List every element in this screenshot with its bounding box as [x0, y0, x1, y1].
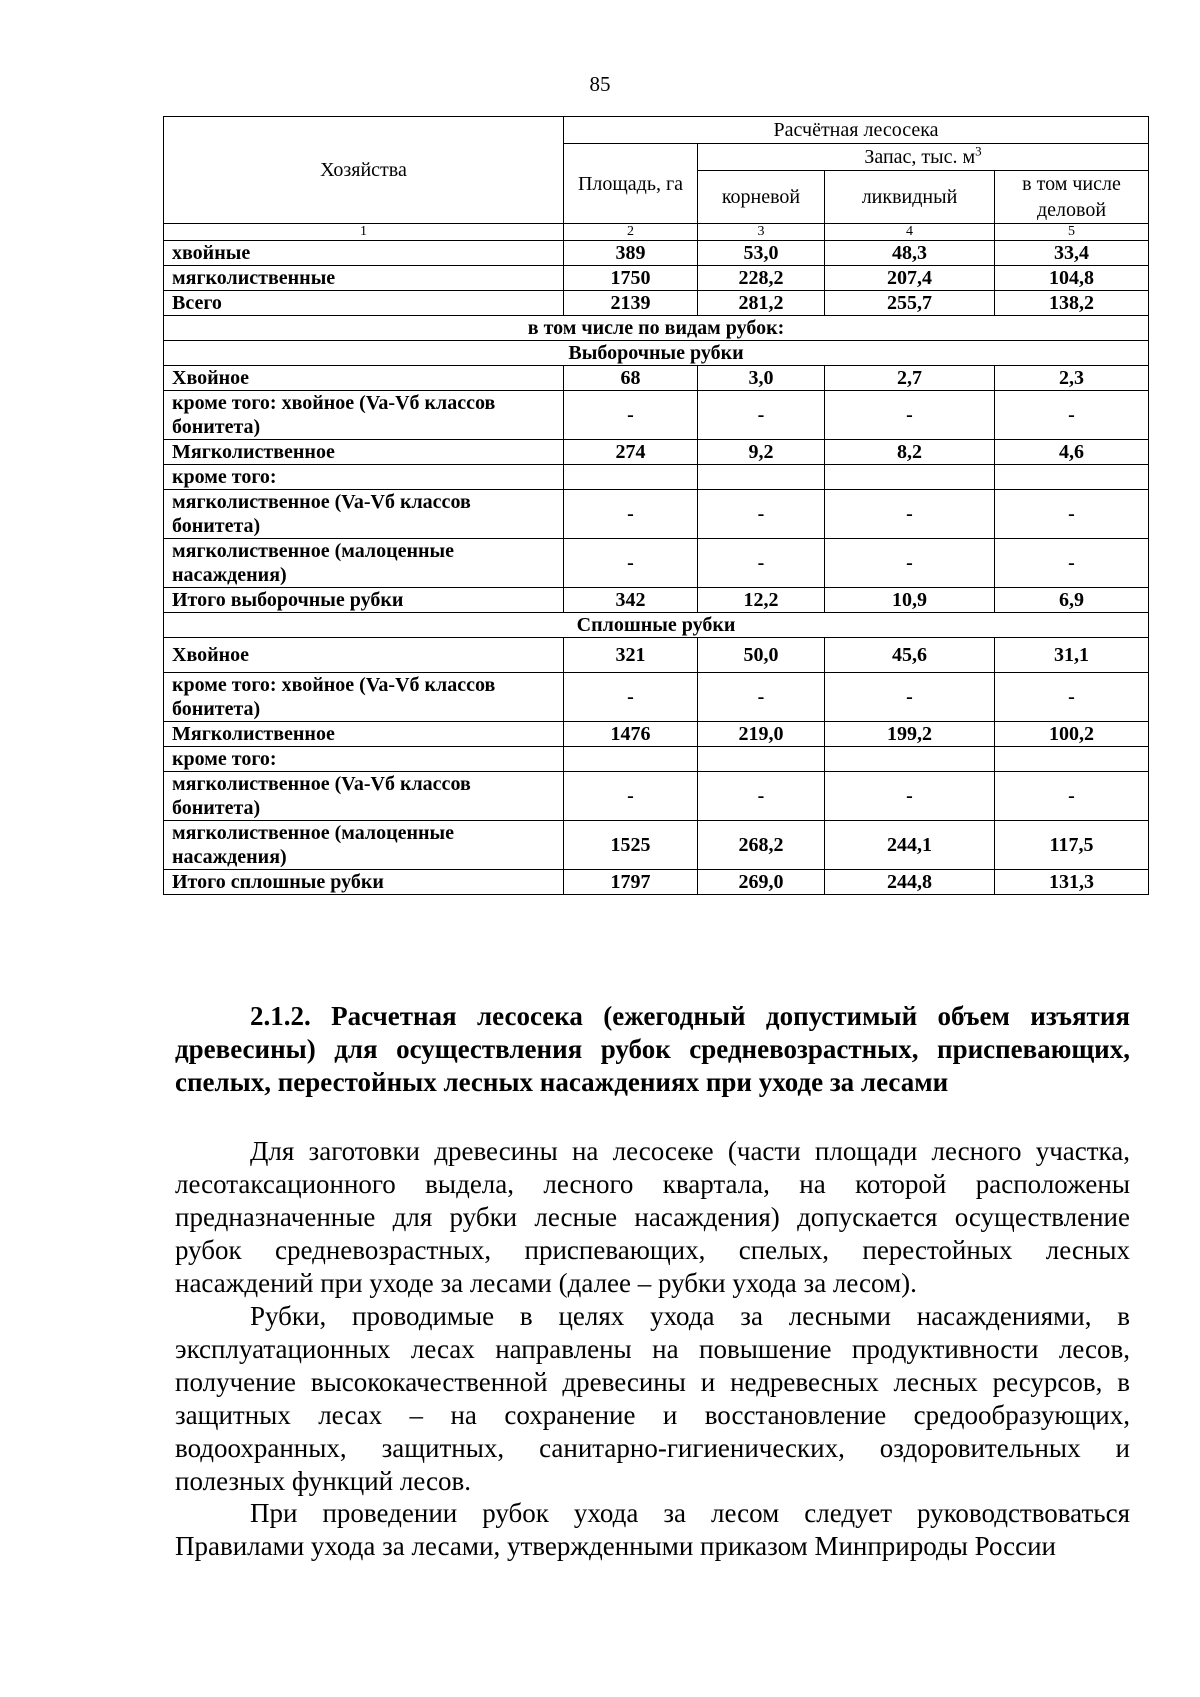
section-title: Сплошные рубки	[164, 613, 1149, 638]
row-label: Всего	[164, 291, 564, 316]
row-label: Итого выборочные рубки	[164, 588, 564, 613]
value-cell: 45,6	[825, 638, 995, 673]
row-label: Мягколиственное	[164, 722, 564, 747]
value-cell: -	[825, 391, 995, 440]
value-cell: 207,4	[825, 266, 995, 291]
value-cell	[698, 747, 825, 772]
value-cell: 269,0	[698, 870, 825, 895]
value-cell: 255,7	[825, 291, 995, 316]
value-cell: 3,0	[698, 366, 825, 391]
table-row	[164, 391, 1149, 440]
value-cell: 12,2	[698, 588, 825, 613]
page-number: 85	[589, 72, 611, 96]
value-cell: -	[825, 539, 995, 588]
section-row	[164, 341, 1149, 366]
value-cell: -	[564, 391, 698, 440]
value-cell: 6,9	[995, 588, 1149, 613]
header-stock	[698, 144, 1149, 171]
section-row	[164, 316, 1149, 341]
value-cell	[825, 465, 995, 490]
header-stock-sup: 3	[975, 143, 982, 159]
row-label: кроме того: хвойное (Va-Vб классов бонитета)	[164, 673, 564, 722]
value-cell: 68	[564, 366, 698, 391]
paragraph-3: При проведении рубок ухода за лесом следует руководствоваться Правилами ухода за лесами, утвержденными приказом Минприроды России	[175, 1498, 1130, 1561]
value-cell	[995, 465, 1149, 490]
value-cell: -	[564, 490, 698, 539]
index-cell: 4	[825, 224, 995, 241]
value-cell: -	[698, 490, 825, 539]
value-cell: 244,1	[825, 821, 995, 870]
value-cell: 50,0	[698, 638, 825, 673]
value-cell: -	[698, 772, 825, 821]
row-label: мягколиственное (малоценные насаждения)	[164, 539, 564, 588]
value-cell: 389	[564, 241, 698, 266]
value-cell: 281,2	[698, 291, 825, 316]
table-row	[164, 539, 1149, 588]
table-row	[164, 241, 1149, 266]
value-cell: 33,4	[995, 241, 1149, 266]
value-cell: -	[564, 673, 698, 722]
value-cell: 228,2	[698, 266, 825, 291]
value-cell: -	[564, 772, 698, 821]
value-cell: -	[995, 673, 1149, 722]
value-cell: 2139	[564, 291, 698, 316]
value-cell: 1797	[564, 870, 698, 895]
table-row	[164, 821, 1149, 870]
value-cell: 100,2	[995, 722, 1149, 747]
value-cell: 199,2	[825, 722, 995, 747]
value-cell: 10,9	[825, 588, 995, 613]
section-heading-text: 2.1.2. Расчетная лесосека (ежегодный допустимый объем изъятия древесины) для осуществления рубок средневозрастных, приспевающих, спелых, перестойных лесных насаждениях при уходе за лесами	[175, 1001, 1130, 1097]
paragraph-2: Рубки, проводимые в целях ухода за лесными насаждениями, в эксплуатационных лесах направлены на повышение продуктивности лесов, получение высококачественной древесины и недревесных лесных ресурсов, в защитных лесах – на сохранение и восстановление средообразующих, водоохранных, защитных, санитарно-гигиенических, оздоровительных и полезных функций лесов.	[175, 1301, 1130, 1496]
paragraph-1: Для заготовки древесины на лесосеке (части площади лесного участка, лесотаксационного выдела, лесного квартала, на которой расположены предназначенные для рубки лесные насаждения) допускается осуществление рубок средневозрастных, приспевающих, спелых, перестойных лесных насаждений при уходе за лесами (далее – рубки ухода за лесом).	[175, 1136, 1130, 1298]
table-row	[164, 266, 1149, 291]
value-cell: -	[698, 539, 825, 588]
value-cell: 1476	[564, 722, 698, 747]
value-cell	[995, 747, 1149, 772]
value-cell	[698, 465, 825, 490]
row-label: хвойные	[164, 241, 564, 266]
value-cell	[564, 465, 698, 490]
value-cell: -	[825, 772, 995, 821]
value-cell: -	[995, 391, 1149, 440]
row-label: Хвойное	[164, 366, 564, 391]
row-label: кроме того:	[164, 747, 564, 772]
value-cell: -	[825, 673, 995, 722]
value-cell: 2,3	[995, 366, 1149, 391]
value-cell: 9,2	[698, 440, 825, 465]
value-cell: -	[995, 539, 1149, 588]
value-cell: 2,7	[825, 366, 995, 391]
row-label: мягколиственное (малоценные насаждения)	[164, 821, 564, 870]
table-row	[164, 747, 1149, 772]
table-row	[164, 490, 1149, 539]
table-row	[164, 870, 1149, 895]
value-cell: 31,1	[995, 638, 1149, 673]
table-row	[164, 673, 1149, 722]
row-label: кроме того:	[164, 465, 564, 490]
header-area: Площадь, га	[564, 144, 698, 224]
row-label: Мягколиственное	[164, 440, 564, 465]
section-heading	[175, 1000, 1130, 1099]
row-label: кроме того: хвойное (Va-Vб классов бонитета)	[164, 391, 564, 440]
header-business: в том числе деловой	[995, 171, 1149, 224]
value-cell: 219,0	[698, 722, 825, 747]
table-row	[164, 440, 1149, 465]
value-cell: -	[995, 490, 1149, 539]
value-cell: 138,2	[995, 291, 1149, 316]
value-cell: 244,8	[825, 870, 995, 895]
value-cell: 268,2	[698, 821, 825, 870]
value-cell: 342	[564, 588, 698, 613]
row-label: мягколиственные	[164, 266, 564, 291]
index-cell: 5	[995, 224, 1149, 241]
row-label: мягколиственное (Va-Vб классов бонитета)	[164, 772, 564, 821]
index-row	[164, 224, 1149, 241]
value-cell: -	[698, 391, 825, 440]
value-cell: 274	[564, 440, 698, 465]
value-cell: 48,3	[825, 241, 995, 266]
row-label: мягколиственное (Va-Vб классов бонитета)	[164, 490, 564, 539]
allowable-cut-table	[163, 116, 1149, 895]
value-cell: -	[698, 673, 825, 722]
value-cell	[825, 747, 995, 772]
value-cell: -	[995, 772, 1149, 821]
header-liquid: ликвидный	[825, 171, 995, 224]
table-row	[164, 588, 1149, 613]
value-cell: 1750	[564, 266, 698, 291]
header-group: Расчётная лесосека	[564, 117, 1149, 144]
table-row	[164, 366, 1149, 391]
section-row	[164, 613, 1149, 638]
value-cell: 1525	[564, 821, 698, 870]
value-cell: -	[825, 490, 995, 539]
value-cell: -	[564, 539, 698, 588]
table-row	[164, 772, 1149, 821]
table-row	[164, 465, 1149, 490]
row-label: Итого сплошные рубки	[164, 870, 564, 895]
value-cell: 321	[564, 638, 698, 673]
header-row-1	[164, 117, 1149, 144]
index-cell: 2	[564, 224, 698, 241]
value-cell: 117,5	[995, 821, 1149, 870]
table-row	[164, 638, 1149, 673]
value-cell	[564, 747, 698, 772]
section-title: Выборочные рубки	[164, 341, 1149, 366]
value-cell: 104,8	[995, 266, 1149, 291]
section-title: в том числе по видам рубок:	[164, 316, 1149, 341]
value-cell: 131,3	[995, 870, 1149, 895]
value-cell: 8,2	[825, 440, 995, 465]
row-label: Хвойное	[164, 638, 564, 673]
header-farm: Хозяйства	[164, 117, 564, 224]
table-row	[164, 722, 1149, 747]
index-cell: 1	[164, 224, 564, 241]
value-cell: 4,6	[995, 440, 1149, 465]
header-root: корневой	[698, 171, 825, 224]
value-cell: 53,0	[698, 241, 825, 266]
header-stock-text: Запас, тыс. м	[864, 146, 976, 168]
table-row	[164, 291, 1149, 316]
index-cell: 3	[698, 224, 825, 241]
